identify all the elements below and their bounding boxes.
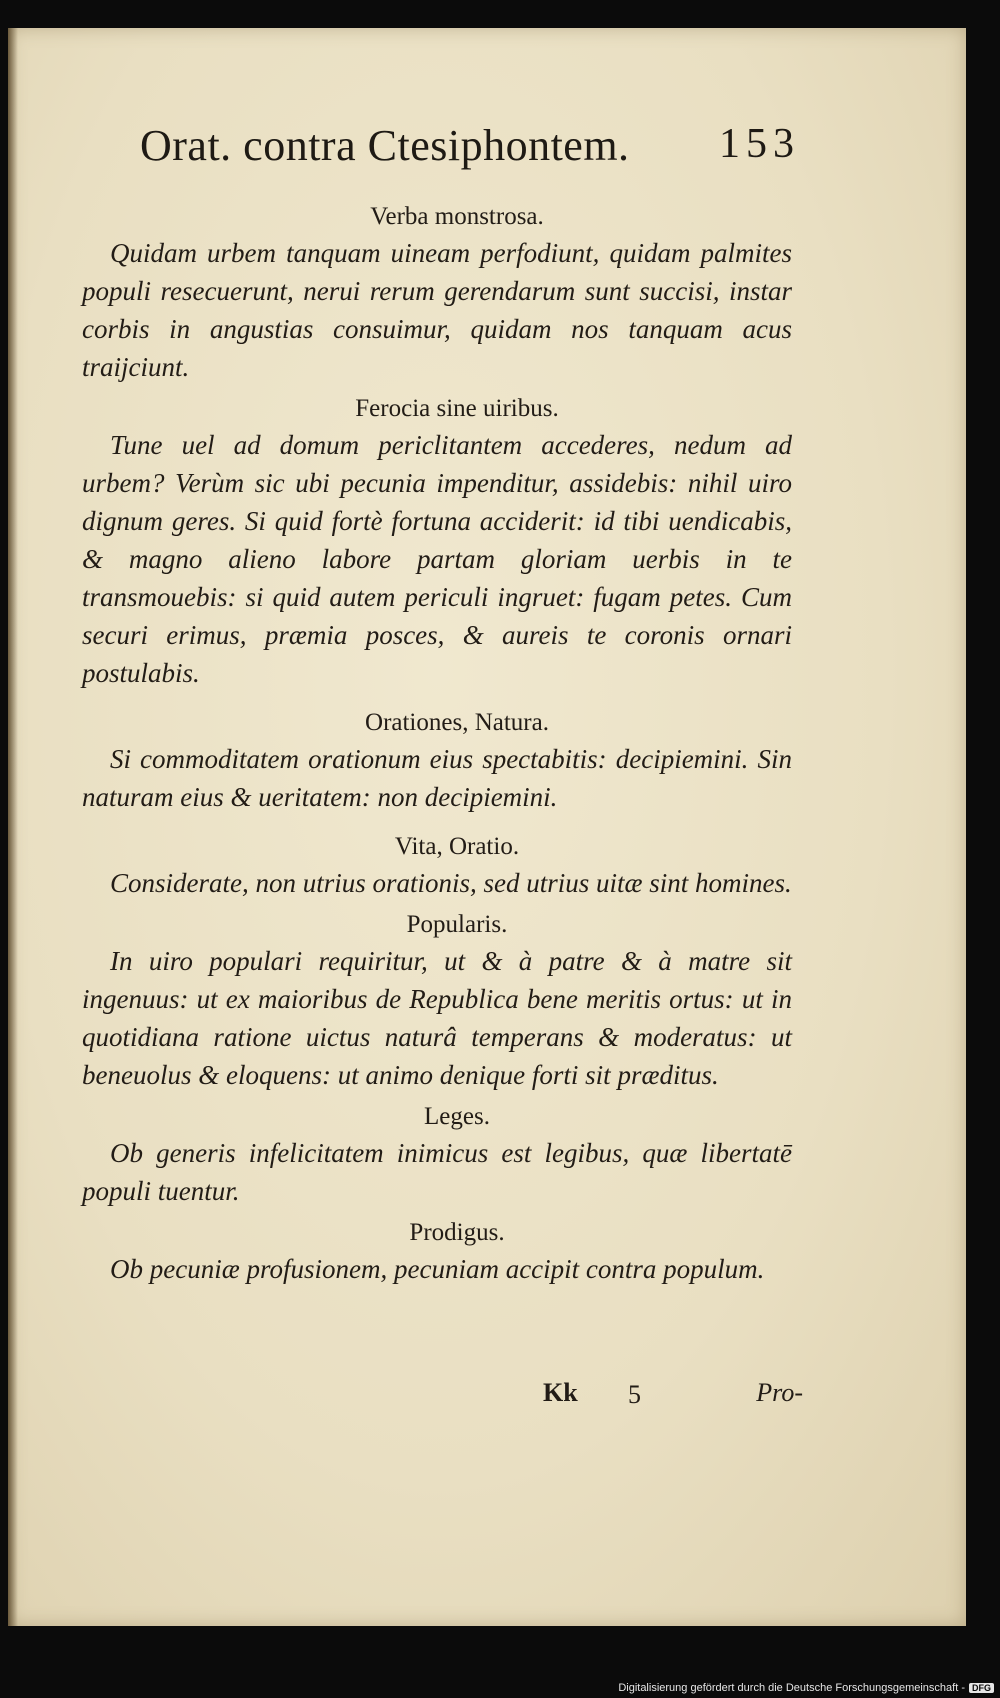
section-text: Tune uel ad domum periclitantem accederes, nedum ad urbem? Verùm sic ubi pecunia impenditur, assidebis: nihil uiro dignum geres. Si quid fortè fortuna acciderit: id tibi uendicabis, & magno alieno labore partam gloriam uerbis in te transmouebis: si quid autem periculi ingruet: fugam petes. Cum securi erimus, præmia posces, & aureis te coronis ornari postulabis. [82, 430, 792, 688]
section-title: Verba monstrosa. [370, 203, 544, 230]
section-text: Ob generis infelicitatem inimicus est legibus, quæ libertatē populi tuentur. [82, 1138, 792, 1206]
signature-number: 5 [628, 1380, 641, 1409]
book-page [8, 28, 966, 1626]
section-text: Considerate, non utrius orationis, sed utrius uitæ sint homines. [110, 868, 792, 898]
credit-text: Digitalisierung gefördert durch die Deutsche Forschungsgemeinschaft - [618, 1682, 965, 1694]
running-title: Orat. contra Ctesiphontem. [140, 121, 630, 170]
catchword: Pro- [756, 1378, 803, 1407]
page-header [140, 120, 800, 190]
page-body [82, 200, 792, 1290]
digitization-credit [618, 1682, 994, 1694]
dfg-logo-icon: DFG [969, 1683, 994, 1693]
section-title: Vita, Oratio. [394, 833, 520, 860]
section-title: Popularis. [406, 911, 508, 938]
section-text: In uiro populari requiritur, ut & à patre & à matre sit ingenuus: ut ex maioribus de Republica bene meritis ortus: ut in quotidiana ratione uictus naturâ temperans & moderatus: ut beneuolus & eloquens: ut animo denique forti sit præditus. [82, 946, 792, 1090]
section-text: Si commoditatem orationum eius spectabitis: decipiemini. Sin naturam eius & ueritatem: non decipiemini. [82, 744, 792, 812]
section-title: Prodigus. [409, 1219, 505, 1246]
section-title: Ferocia sine uiribus. [355, 395, 559, 422]
section-text: Quidam urbem tanquam uineam perfodiunt, quidam palmites populi resecuerunt, nerui rerum gerendarum sunt succisi, instar corbis in angustias consuimur, quidam nos tanquam acus traijciunt. [82, 238, 792, 382]
section-text: Ob pecuniæ profusionem, pecuniam accipit contra populum. [110, 1254, 765, 1284]
page-footer [543, 1378, 803, 1418]
signature-mark: Kk [543, 1378, 578, 1407]
folio-number: 153 [719, 121, 800, 167]
page-gutter-shadow [8, 28, 18, 1626]
section-title: Leges. [424, 1103, 490, 1130]
section-title: Orationes, Natura. [365, 709, 549, 736]
